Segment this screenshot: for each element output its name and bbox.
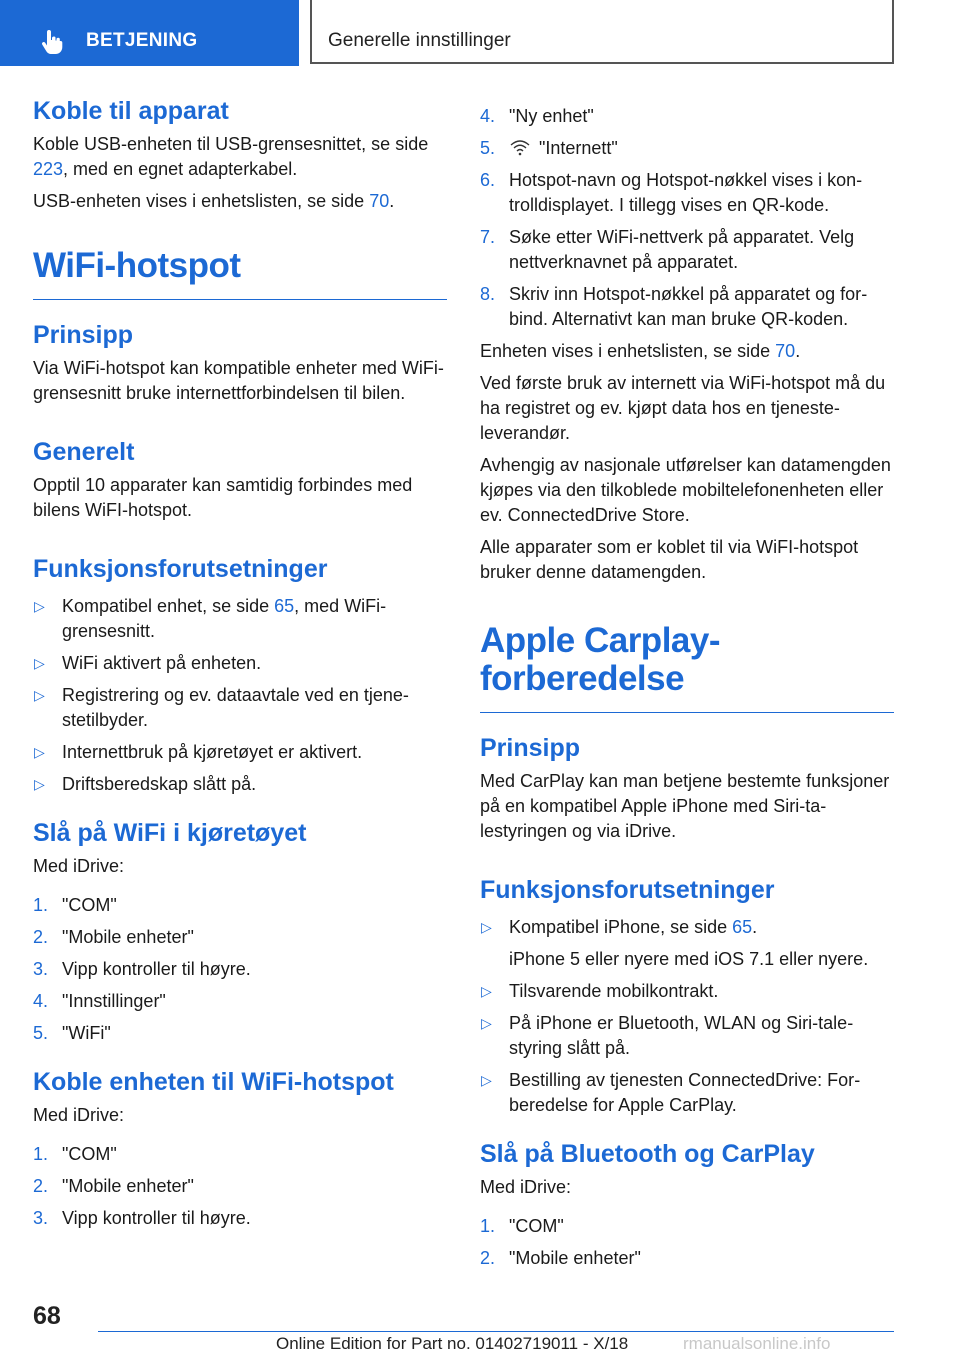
text-run: Driftsberedskap slått på. [62,774,257,794]
requirements-list [33,594,447,797]
text-run: Tilsvarende mobilkontrakt. [509,981,719,1001]
list-item [480,1246,894,1271]
section-tab-label: BETJENING [86,30,198,51]
left-column [33,96,447,1238]
list-item [33,957,447,982]
triangle-bullet-icon: ▷ [481,919,492,935]
page-number: 68 [33,1302,61,1330]
text-run: , med WiFi-grensesnitt. [62,596,387,641]
text-run: Enheten vises i enhetslisten, se side [480,341,776,361]
paragraph: Med iDrive: [33,1105,125,1125]
step-text: "COM" [62,1144,117,1164]
page-link[interactable]: 223 [33,159,64,179]
section-title-sla-pa-wifi: Slå på WiFi i kjøretøyet [33,819,307,847]
page-link[interactable]: 70 [775,341,796,361]
list-item [480,168,894,218]
right-column [480,104,894,1278]
triangle-bullet-icon: ▷ [481,983,492,999]
step-text: "COM" [62,895,117,915]
text-run: . [752,917,758,937]
section-title-generelt: Generelt [33,438,135,466]
list-item [480,104,894,129]
chapter-heading-apple-carplay: Apple Carplay-forberedelse [480,622,894,713]
step-number: 3. [33,1208,49,1228]
triangle-bullet-icon: ▷ [34,776,45,792]
list-item [33,651,447,676]
step-number: 1. [33,895,49,915]
list-item [480,1068,894,1118]
section-title-funksjonsforutsetninger: Funksjonsforutsetninger [480,876,775,904]
triangle-bullet-icon: ▷ [34,687,45,703]
section-title-prinsipp: Prinsipp [33,321,134,349]
list-item [480,979,894,1004]
steps-list [480,104,894,332]
requirements-list [480,915,894,940]
footer-edition: Online Edition for Part no. 01402719011 - X/18 [276,1334,629,1353]
list-item [480,1214,894,1239]
paragraph: Med iDrive: [480,1177,572,1197]
text-run: WiFi aktivert på enheten. [62,653,262,673]
steps-list [33,1142,447,1231]
list-item [33,893,447,918]
paragraph: Via WiFi-hotspot kan kompatible enheter med WiFi-grensesnitt bruke internettforbindelsen til bilen. [33,358,444,403]
watermark: rmanualsonline.info [683,1334,831,1353]
list-item [480,225,894,275]
list-item [33,1174,447,1199]
section-title-koble-til-apparat: Koble til apparat [33,97,229,125]
section-title-funksjonsforutsetninger: Funksjonsforutsetninger [33,555,328,583]
chapter-title: Generelle innstillinger [328,30,511,51]
step-number: 2. [480,1248,496,1268]
list-item [33,683,447,733]
step-number: 1. [33,1144,49,1164]
list-item [33,594,447,644]
section-title-bluetooth-carplay: Slå på Bluetooth og CarPlay [480,1140,815,1168]
step-text: "Mobile enheter" [62,927,194,947]
list-item [33,1206,447,1231]
list-item [33,772,447,797]
step-number: 4. [33,991,49,1011]
paragraph [480,339,894,364]
list-item [33,1021,447,1046]
steps-list [33,893,447,1046]
triangle-bullet-icon: ▷ [34,598,45,614]
text-run: Kompatibel iPhone, se side [509,917,733,937]
step-text: Vipp kontroller til høyre. [62,959,251,979]
text-run: Internettbruk på kjøretøyet er aktivert. [62,742,363,762]
text-run: Kompatibel enhet, se side [62,596,275,616]
text-run: USB-enheten vises i enhetslisten, se side [33,191,370,211]
list-item [33,989,447,1014]
paragraph: Avhengig av nasjonale utførelser kan datamengden kjøpes via den tilkoblede mobiltelefonenheten eller ev. ConnectedDrive Store. [480,455,891,525]
chapter-title-box [310,0,894,64]
step-text: Vipp kontroller til høyre. [62,1208,251,1228]
list-item [480,282,894,332]
step-text: "COM" [509,1216,564,1236]
page-header [0,0,960,66]
step-number: 8. [480,284,496,304]
step-text: Søke etter WiFi-nettverk på apparatet. Velg nettverknavnet på apparatet. [509,227,855,272]
step-number: 2. [33,927,49,947]
step-text: "Mobile enheter" [62,1176,194,1196]
page-link[interactable]: 70 [369,191,390,211]
list-item [480,915,894,940]
step-number: 5. [33,1023,49,1043]
section-title-koble-enheten: Koble enheten til WiFi-hotspot [33,1068,394,1096]
paragraph [33,189,447,214]
list-item [480,136,894,161]
text-run: Koble USB-enheten til USB-grensesnittet, se side [33,134,429,154]
chapter-heading-wifi-hotspot: WiFi-hotspot [33,247,447,300]
list-item [33,1142,447,1167]
list-item-note: iPhone 5 eller nyere med iOS 7.1 eller nyere. [509,949,869,969]
text-run: På iPhone er Bluetooth, WLAN og Siri-talestyring slått på. [509,1013,854,1058]
step-text: Hotspot-navn og Hotspot-nøkkel vises i kontrolldisplayet. I tillegg vises en QR-kode. [509,170,863,215]
step-number: 1. [480,1216,496,1236]
section-tab [0,0,299,66]
text-run: . [795,341,801,361]
step-number: 2. [33,1176,49,1196]
wifi-icon [509,138,531,156]
text-run: Registrering og ev. dataavtale ved en tjenestetilbyder. [62,685,409,730]
steps-list [480,1214,894,1271]
step-text: "Ny enhet" [509,106,594,126]
text-run: . [389,191,395,211]
triangle-bullet-icon: ▷ [481,1015,492,1031]
list-item [33,740,447,765]
step-number: 4. [480,106,496,126]
paragraph [33,132,447,182]
step-text: Skriv inn Hotspot-nøkkel på apparatet og forbind. Alternativt kan man bruke QR-koden. [509,284,868,329]
page-link[interactable]: 65 [732,917,753,937]
triangle-bullet-icon: ▷ [34,655,45,671]
paragraph: Med iDrive: [33,856,125,876]
step-text: "Innstillinger" [62,991,166,1011]
paragraph: Med CarPlay kan man betjene bestemte funksjoner på en kompatibel Apple iPhone med Siri-talestyringen og via iDrive. [480,771,890,841]
hand-pointer-icon [38,28,66,56]
list-item [480,1011,894,1061]
footer-divider [98,1331,894,1332]
text-run: Bestilling av tjenesten ConnectedDrive: Forberedelse for Apple CarPlay. [509,1070,861,1115]
list-item [33,925,447,950]
triangle-bullet-icon: ▷ [34,744,45,760]
step-number: 7. [480,227,496,247]
step-number: 5. [480,138,496,158]
text-run: , med en egnet adapterkabel. [63,159,298,179]
step-text: "Mobile enheter" [509,1248,641,1268]
paragraph: Alle apparater som er koblet til via WiFI-hotspot bruker denne datamengden. [480,537,859,582]
step-number: 3. [33,959,49,979]
step-text: "Internett" [539,138,618,158]
paragraph: Opptil 10 apparater kan samtidig forbindes med bilens WiFI-hotspot. [33,475,413,520]
step-number: 6. [480,170,496,190]
section-title-prinsipp: Prinsipp [480,734,581,762]
requirements-list [480,979,894,1118]
page-link[interactable]: 65 [274,596,295,616]
triangle-bullet-icon: ▷ [481,1072,492,1088]
paragraph: Ved første bruk av internett via WiFi-hotspot må du ha registret og ev. kjøpt data hos en tjenesteleverandør. [480,373,886,443]
step-text: "WiFi" [62,1023,111,1043]
